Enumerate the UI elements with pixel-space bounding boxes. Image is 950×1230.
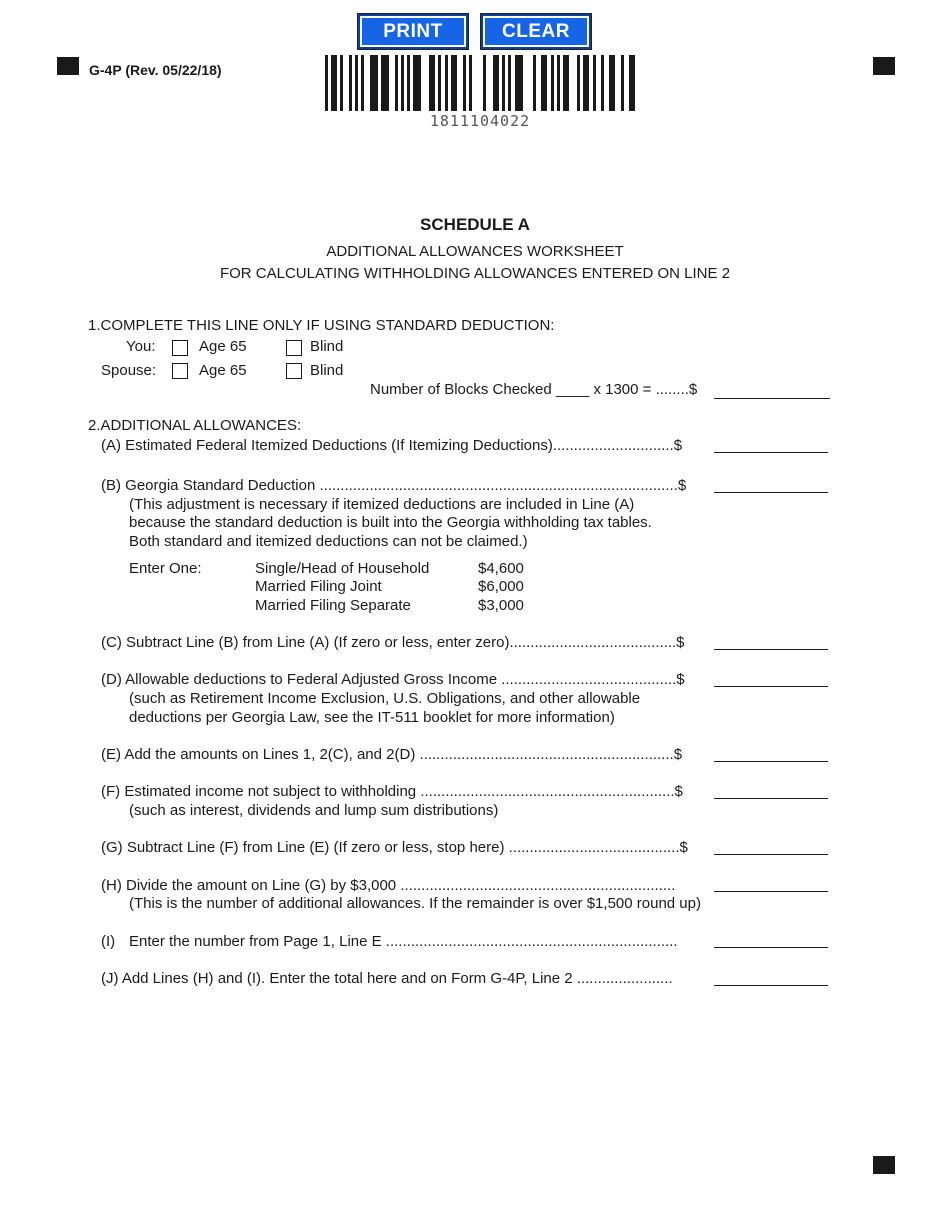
line2h-text: (H) Divide the amount on Line (G) by $3,000 .................................................................. xyxy=(101,877,676,894)
line2-label: 2.ADDITIONAL ALLOWANCES: xyxy=(88,417,302,434)
line2b-note-3: Both standard and itemized deductions can not be claimed.) xyxy=(129,533,528,550)
line2j-field[interactable] xyxy=(714,968,828,986)
clear-button[interactable]: CLEAR xyxy=(481,14,591,49)
print-button[interactable]: PRINT xyxy=(358,14,468,49)
barcode xyxy=(325,55,635,111)
line2f-text: (F) Estimated income not subject to withholding .............................................................$ xyxy=(101,783,683,800)
spouse-age65-label: Age 65 xyxy=(199,362,247,379)
line2a-text: (A) Estimated Federal Itemized Deductions (If Itemizing Deductions).............................$ xyxy=(101,437,683,454)
line2d-note-2: deductions per Georgia Law, see the IT-511 booklet for more information) xyxy=(129,709,615,726)
line2h-field[interactable] xyxy=(714,874,828,892)
you-label: You: xyxy=(126,338,156,355)
line2e-text: (E) Add the amounts on Lines 1, 2(C), and 2(D) .............................................................$ xyxy=(101,746,683,763)
line2j-text: (J) Add Lines (H) and (I). Enter the total here and on Form G-4P, Line 2 ....................... xyxy=(101,970,673,987)
line2f-amount-field[interactable] xyxy=(714,781,828,799)
line2h-note: (This is the number of additional allowances. If the remainder is over $1,500 round up) xyxy=(129,895,701,912)
option-label: Married Filing Separate xyxy=(255,597,411,614)
line2i-field[interactable] xyxy=(714,930,828,948)
registration-mark-top-left xyxy=(57,57,79,75)
line2g-text: (G) Subtract Line (F) from Line (E) (If zero or less, stop here) .........................................$ xyxy=(101,839,688,856)
line2e-amount-field[interactable] xyxy=(714,744,828,762)
line2b-amount-field[interactable] xyxy=(714,475,828,493)
you-age65-checkbox[interactable] xyxy=(172,340,188,356)
option-label: Married Filing Joint xyxy=(255,578,382,595)
line2c-text: (C) Subtract Line (B) from Line (A) (If zero or less, enter zero)........................................$ xyxy=(101,634,685,651)
line2g-amount-field[interactable] xyxy=(714,837,828,855)
enter-one-label: Enter One: xyxy=(129,560,202,577)
spouse-label: Spouse: xyxy=(101,362,157,379)
option-value: $4,600 xyxy=(478,560,524,577)
option-label: Single/Head of Household xyxy=(255,560,430,577)
form-id: G-4P (Rev. 05/22/18) xyxy=(89,62,222,78)
blocks-checked-text: Number of Blocks Checked ____ x 1300 = ........$ xyxy=(370,381,698,398)
line2b-note-2: because the standard deduction is built into the Georgia withholding tax tables. xyxy=(129,514,652,531)
worksheet-subtitle: ADDITIONAL ALLOWANCES WORKSHEET xyxy=(326,243,624,260)
line2c-amount-field[interactable] xyxy=(714,632,828,650)
spouse-blind-label: Blind xyxy=(310,362,344,379)
line1-amount-field[interactable] xyxy=(714,381,830,399)
line2d-text: (D) Allowable deductions to Federal Adjusted Gross Income ..........................................$ xyxy=(101,671,685,688)
barcode-number: 1811104022 xyxy=(429,112,531,130)
you-blind-label: Blind xyxy=(310,338,344,355)
line1-label: 1.COMPLETE THIS LINE ONLY IF USING STANDARD DEDUCTION: xyxy=(88,317,555,334)
line2i-text: Enter the number from Page 1, Line E ...................................................................... xyxy=(129,933,678,950)
line2b-note-1: (This adjustment is necessary if itemized deductions are included in Line (A) xyxy=(129,496,635,513)
line2d-note-1: (such as Retirement Income Exclusion, U.S. Obligations, and other allowable xyxy=(129,690,641,707)
line2f-note: (such as interest, dividends and lump sum distributions) xyxy=(129,802,499,819)
option-value: $6,000 xyxy=(478,578,524,595)
you-age65-label: Age 65 xyxy=(199,338,247,355)
spouse-blind-checkbox[interactable] xyxy=(286,363,302,379)
line2i-label: (I) xyxy=(101,933,116,950)
worksheet-subtitle-2: FOR CALCULATING WITHHOLDING ALLOWANCES ENTERED ON LINE 2 xyxy=(219,265,731,282)
you-blind-checkbox[interactable] xyxy=(286,340,302,356)
line2a-amount-field[interactable] xyxy=(714,435,828,453)
option-value: $3,000 xyxy=(478,597,524,614)
registration-mark-bottom-right xyxy=(873,1156,895,1174)
registration-mark-top-right xyxy=(873,57,895,75)
schedule-title: SCHEDULE A xyxy=(420,215,530,234)
spouse-age65-checkbox[interactable] xyxy=(172,363,188,379)
line2b-text: (B) Georgia Standard Deduction ......................................................................................$ xyxy=(101,477,687,494)
line2d-amount-field[interactable] xyxy=(714,669,828,687)
